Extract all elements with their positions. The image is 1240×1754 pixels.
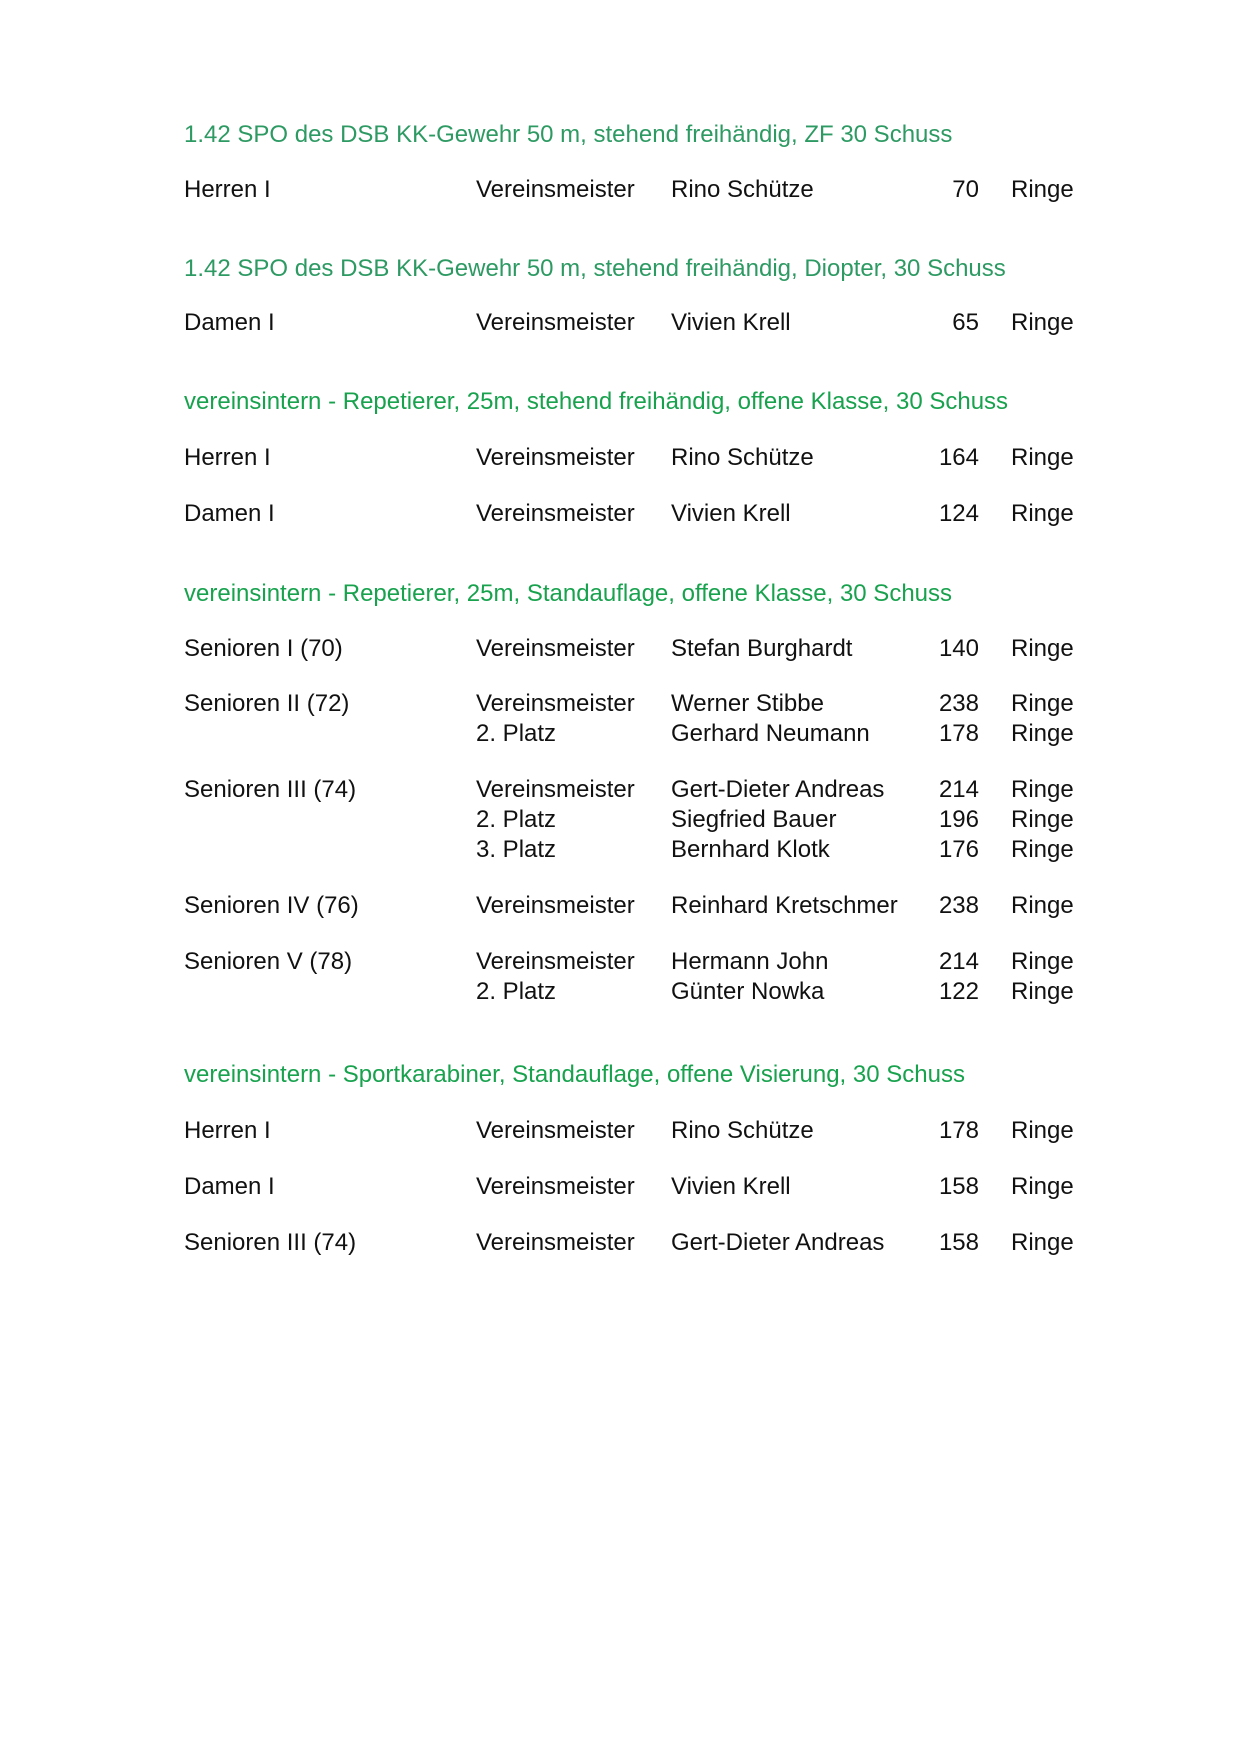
- score-value: 65: [952, 309, 979, 336]
- score-value: 164: [938, 444, 979, 471]
- shooter-name: Rino Schütze: [671, 176, 814, 203]
- class-label: Senioren II (72): [184, 690, 350, 717]
- shooter-name: Reinhard Kretschmer: [671, 892, 898, 919]
- place-label: Vereinsmeister: [476, 1229, 635, 1256]
- shooter-name: Günter Nowka: [671, 978, 825, 1005]
- shooter-name: Gerhard Neumann: [671, 720, 870, 747]
- place-label: Vereinsmeister: [476, 444, 635, 471]
- class-label: Damen I: [184, 309, 275, 336]
- place-label: Vereinsmeister: [476, 892, 635, 919]
- score-unit: Ringe: [1011, 690, 1074, 717]
- score-unit: Ringe: [1011, 635, 1074, 662]
- section-heading: vereinsintern - Repetierer, 25m, Standauflage, offene Klasse, 30 Schuss: [184, 580, 953, 607]
- score-unit: Ringe: [1011, 806, 1074, 833]
- score-value: 158: [938, 1229, 979, 1256]
- shooter-name: Gert-Dieter Andreas: [671, 776, 885, 803]
- score-unit: Ringe: [1011, 948, 1074, 975]
- section-heading: vereinsintern - Repetierer, 25m, stehend freihändig, offene Klasse, 30 Schuss: [184, 388, 1009, 415]
- score-value: 124: [938, 500, 979, 527]
- class-label: Senioren III (74): [184, 776, 357, 803]
- place-label: 3. Platz: [476, 836, 557, 863]
- place-label: 2. Platz: [476, 806, 557, 833]
- place-label: Vereinsmeister: [476, 635, 635, 662]
- score-value: 238: [938, 892, 979, 919]
- score-value: 238: [938, 690, 979, 717]
- score-value: 214: [938, 948, 979, 975]
- score-unit: Ringe: [1011, 836, 1074, 863]
- shooter-name: Bernhard Klotk: [671, 836, 830, 863]
- class-label: Senioren V (78): [184, 948, 353, 975]
- score-unit: Ringe: [1011, 500, 1074, 527]
- score-unit: Ringe: [1011, 1173, 1074, 1200]
- class-label: Senioren IV (76): [184, 892, 359, 919]
- shooter-name: Stefan Burghardt: [671, 635, 853, 662]
- place-label: Vereinsmeister: [476, 776, 635, 803]
- score-unit: Ringe: [1011, 776, 1074, 803]
- shooter-name: Rino Schütze: [671, 444, 814, 471]
- class-label: Herren I: [184, 176, 271, 203]
- place-label: Vereinsmeister: [476, 309, 635, 336]
- score-value: 178: [938, 1117, 979, 1144]
- score-unit: Ringe: [1011, 720, 1074, 747]
- section-heading: 1.42 SPO des DSB KK-Gewehr 50 m, stehend freihändig, Diopter, 30 Schuss: [184, 255, 1006, 282]
- class-label: Damen I: [184, 500, 275, 527]
- score-value: 196: [938, 806, 979, 833]
- score-unit: Ringe: [1011, 1117, 1074, 1144]
- shooter-name: Werner Stibbe: [671, 690, 824, 717]
- class-label: Senioren I (70): [184, 635, 343, 662]
- score-value: 122: [938, 978, 979, 1005]
- score-unit: Ringe: [1011, 444, 1074, 471]
- place-label: Vereinsmeister: [476, 176, 635, 203]
- score-unit: Ringe: [1011, 309, 1074, 336]
- place-label: Vereinsmeister: [476, 500, 635, 527]
- score-value: 70: [952, 176, 979, 203]
- score-unit: Ringe: [1011, 978, 1074, 1005]
- score-value: 214: [938, 776, 979, 803]
- score-value: 140: [938, 635, 979, 662]
- place-label: 2. Platz: [476, 720, 557, 747]
- shooter-name: Vivien Krell: [671, 309, 791, 336]
- shooter-name: Vivien Krell: [671, 500, 791, 527]
- score-unit: Ringe: [1011, 176, 1074, 203]
- score-value: 176: [938, 836, 979, 863]
- place-label: Vereinsmeister: [476, 1173, 635, 1200]
- place-label: Vereinsmeister: [476, 690, 635, 717]
- score-unit: Ringe: [1011, 892, 1074, 919]
- place-label: Vereinsmeister: [476, 948, 635, 975]
- class-label: Herren I: [184, 1117, 271, 1144]
- section-heading: 1.42 SPO des DSB KK-Gewehr 50 m, stehend freihändig, ZF 30 Schuss: [184, 121, 953, 148]
- shooter-name: Siegfried Bauer: [671, 806, 837, 833]
- shooter-name: Gert-Dieter Andreas: [671, 1229, 885, 1256]
- class-label: Damen I: [184, 1173, 275, 1200]
- shooter-name: Rino Schütze: [671, 1117, 814, 1144]
- place-label: 2. Platz: [476, 978, 557, 1005]
- score-value: 158: [938, 1173, 979, 1200]
- place-label: Vereinsmeister: [476, 1117, 635, 1144]
- class-label: Herren I: [184, 444, 271, 471]
- score-value: 178: [938, 720, 979, 747]
- shooter-name: Hermann John: [671, 948, 829, 975]
- class-label: Senioren III (74): [184, 1229, 357, 1256]
- score-unit: Ringe: [1011, 1229, 1074, 1256]
- section-heading: vereinsintern - Sportkarabiner, Standauflage, offene Visierung, 30 Schuss: [184, 1061, 965, 1088]
- shooter-name: Vivien Krell: [671, 1173, 791, 1200]
